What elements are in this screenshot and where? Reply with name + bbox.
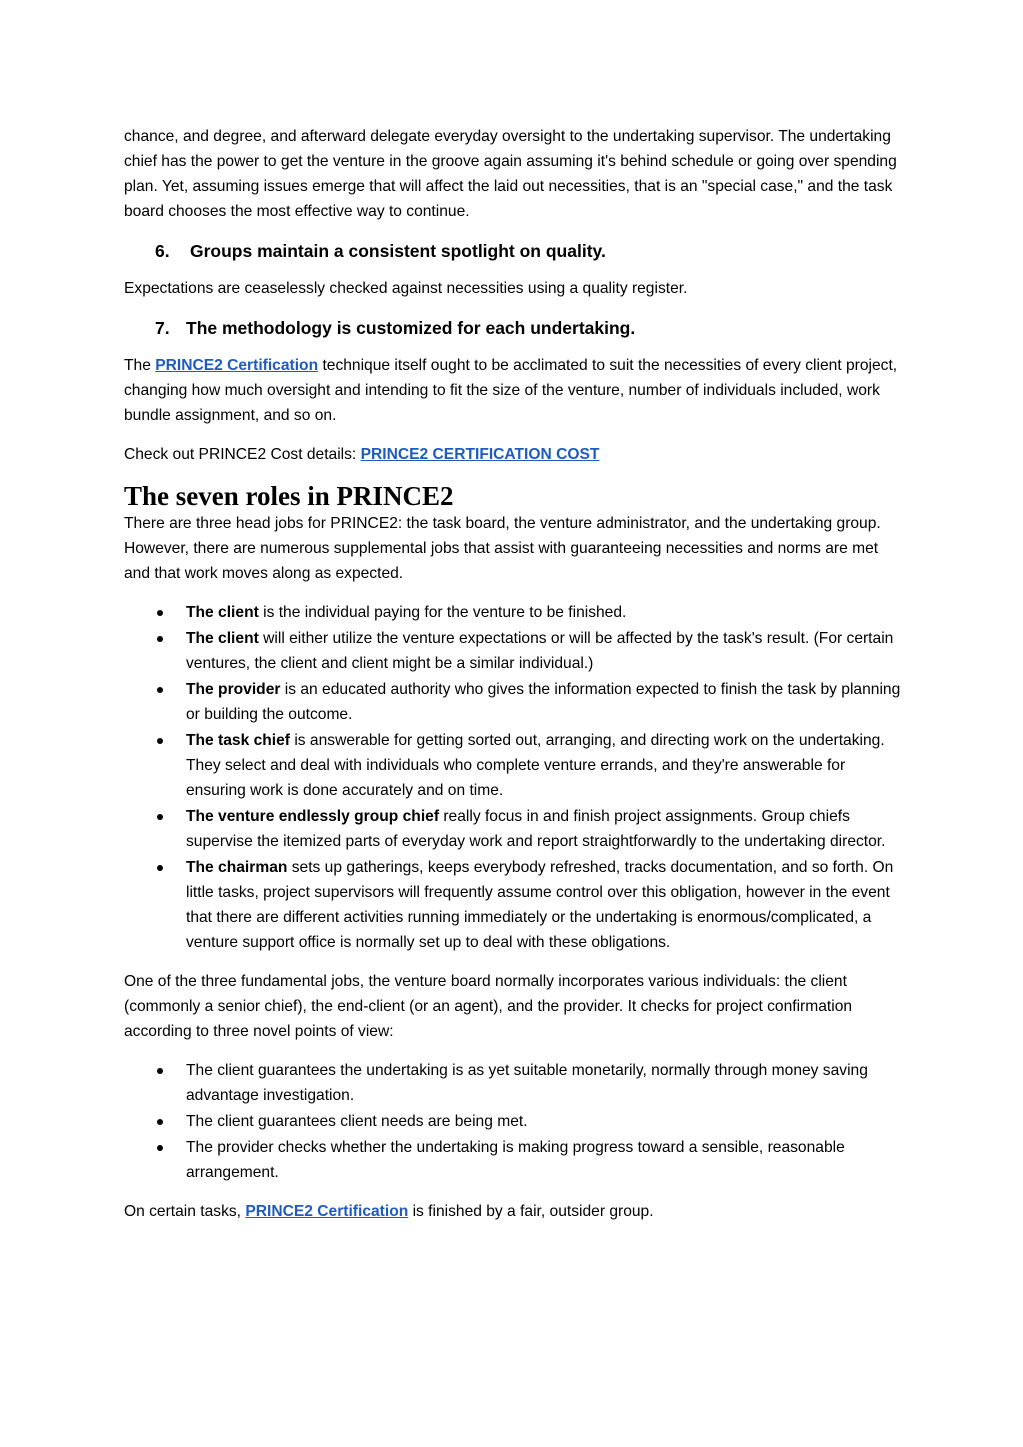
bullet-icon	[157, 738, 163, 744]
board-item-text: The client guarantees client needs are being met.	[186, 1113, 528, 1130]
board-list	[124, 1058, 904, 1185]
list-item	[124, 804, 904, 854]
role-name: The task chief	[186, 732, 290, 749]
section-7-body-post: technique itself ought to be acclimated to suit the necessities of every client project, changing how much oversight and intending to fit the size of the venture, number of individuals included, work bundle assignment, and so on.	[124, 357, 898, 424]
prince2-certification-link-2[interactable]: PRINCE2 Certification	[245, 1203, 409, 1220]
closing-post: is finished by a fair, outsider group.	[408, 1203, 654, 1220]
list-item	[124, 1135, 904, 1185]
section-7-heading	[155, 315, 904, 341]
bullet-icon	[157, 865, 163, 871]
role-name: The client	[186, 630, 259, 647]
section-7-body	[124, 353, 904, 428]
bullet-icon	[157, 610, 163, 616]
section-6-heading	[155, 238, 904, 264]
board-item-text: The client guarantees the undertaking is as yet suitable monetarily, normally through money saving advantage investigation.	[186, 1062, 868, 1104]
intro-paragraph: chance, and degree, and afterward delegate everyday oversight to the undertaking supervisor. The undertaking chief has the power to get the venture in the groove again assuming it's behind schedule or going over spending plan. Yet, assuming issues emerge that will affect the laid out necessities, that is an "special case," and the task board chooses the most effective way to continue.	[124, 128, 897, 220]
board-intro: One of the three fundamental jobs, the venture board normally incorporates various individuals: the client (commonly a senior chief), the end-client (or an agent), and the provider. It checks for project confirmation according to three novel points of view:	[124, 973, 853, 1040]
section-6-number: 6.	[155, 241, 170, 261]
bullet-icon	[157, 1068, 163, 1074]
cost-paragraph	[124, 442, 904, 467]
role-description: will either utilize the venture expectations or will be affected by the task's result. (For certain ventures, the client and client might be a similar individual.)	[186, 630, 894, 672]
bullet-icon	[157, 814, 163, 820]
role-description: really focus in and finish project assignments. Group chiefs supervise the itemized parts of everyday work and report straightforwardly to the undertaking director.	[186, 808, 886, 850]
role-description: is answerable for getting sorted out, arranging, and directing work on the undertaking. They select and deal with individuals who complete venture errands, and they're answerable for ensuring work is done accurately and on time.	[186, 732, 885, 799]
role-description: sets up gatherings, keeps everybody refreshed, tracks documentation, and so forth. On little tasks, project supervisors will frequently assume control over this obligation, however in the event that there are different activities running immediately or the undertaking is enormous/complicated, a venture support office is normally set up to deal with these obligations.	[186, 859, 894, 951]
role-name: The client	[186, 604, 259, 621]
role-name: The provider	[186, 681, 281, 698]
list-item	[124, 728, 904, 803]
role-description: is the individual paying for the venture to be finished.	[258, 604, 627, 621]
closing-pre: On certain tasks,	[124, 1203, 246, 1220]
bullet-icon	[157, 1145, 163, 1151]
document-page	[124, 124, 904, 1224]
section-6-body: Expectations are ceaselessly checked against necessities using a quality register.	[124, 280, 688, 297]
cost-pre: Check out PRINCE2 Cost details:	[124, 446, 361, 463]
list-item	[124, 677, 904, 727]
list-item	[124, 600, 904, 625]
section-7-number: 7.	[155, 318, 170, 338]
role-description: is an educated authority who gives the information expected to finish the task by planning or building the outcome.	[186, 681, 901, 723]
section-7-title: The methodology is customized for each undertaking.	[186, 318, 636, 338]
roles-heading: The seven roles in PRINCE2	[124, 481, 454, 511]
bullet-icon	[157, 636, 163, 642]
roles-intro: There are three head jobs for PRINCE2: the task board, the venture administrator, and the undertaking group. However, there are numerous supplemental jobs that assist with guaranteeing necessities and norms are met and that work moves along as expected.	[124, 515, 881, 582]
list-item	[124, 1058, 904, 1108]
section-7-body-pre: The	[124, 357, 156, 374]
role-name: The chairman	[186, 859, 288, 876]
prince2-certification-link[interactable]: PRINCE2 Certification	[155, 357, 319, 374]
bullet-icon	[157, 687, 163, 693]
list-item	[124, 626, 904, 676]
bullet-icon	[157, 1119, 163, 1125]
role-name: The venture endlessly group chief	[186, 808, 440, 825]
roles-list	[124, 600, 904, 955]
board-item-text: The provider checks whether the undertaking is making progress toward a sensible, reasonable arrangement.	[186, 1139, 845, 1181]
prince2-cost-link[interactable]: PRINCE2 CERTIFICATION COST	[360, 446, 600, 463]
list-item	[124, 855, 904, 955]
section-6-title: Groups maintain a consistent spotlight on quality.	[190, 241, 606, 261]
closing-paragraph	[124, 1199, 904, 1224]
list-item	[124, 1109, 904, 1134]
